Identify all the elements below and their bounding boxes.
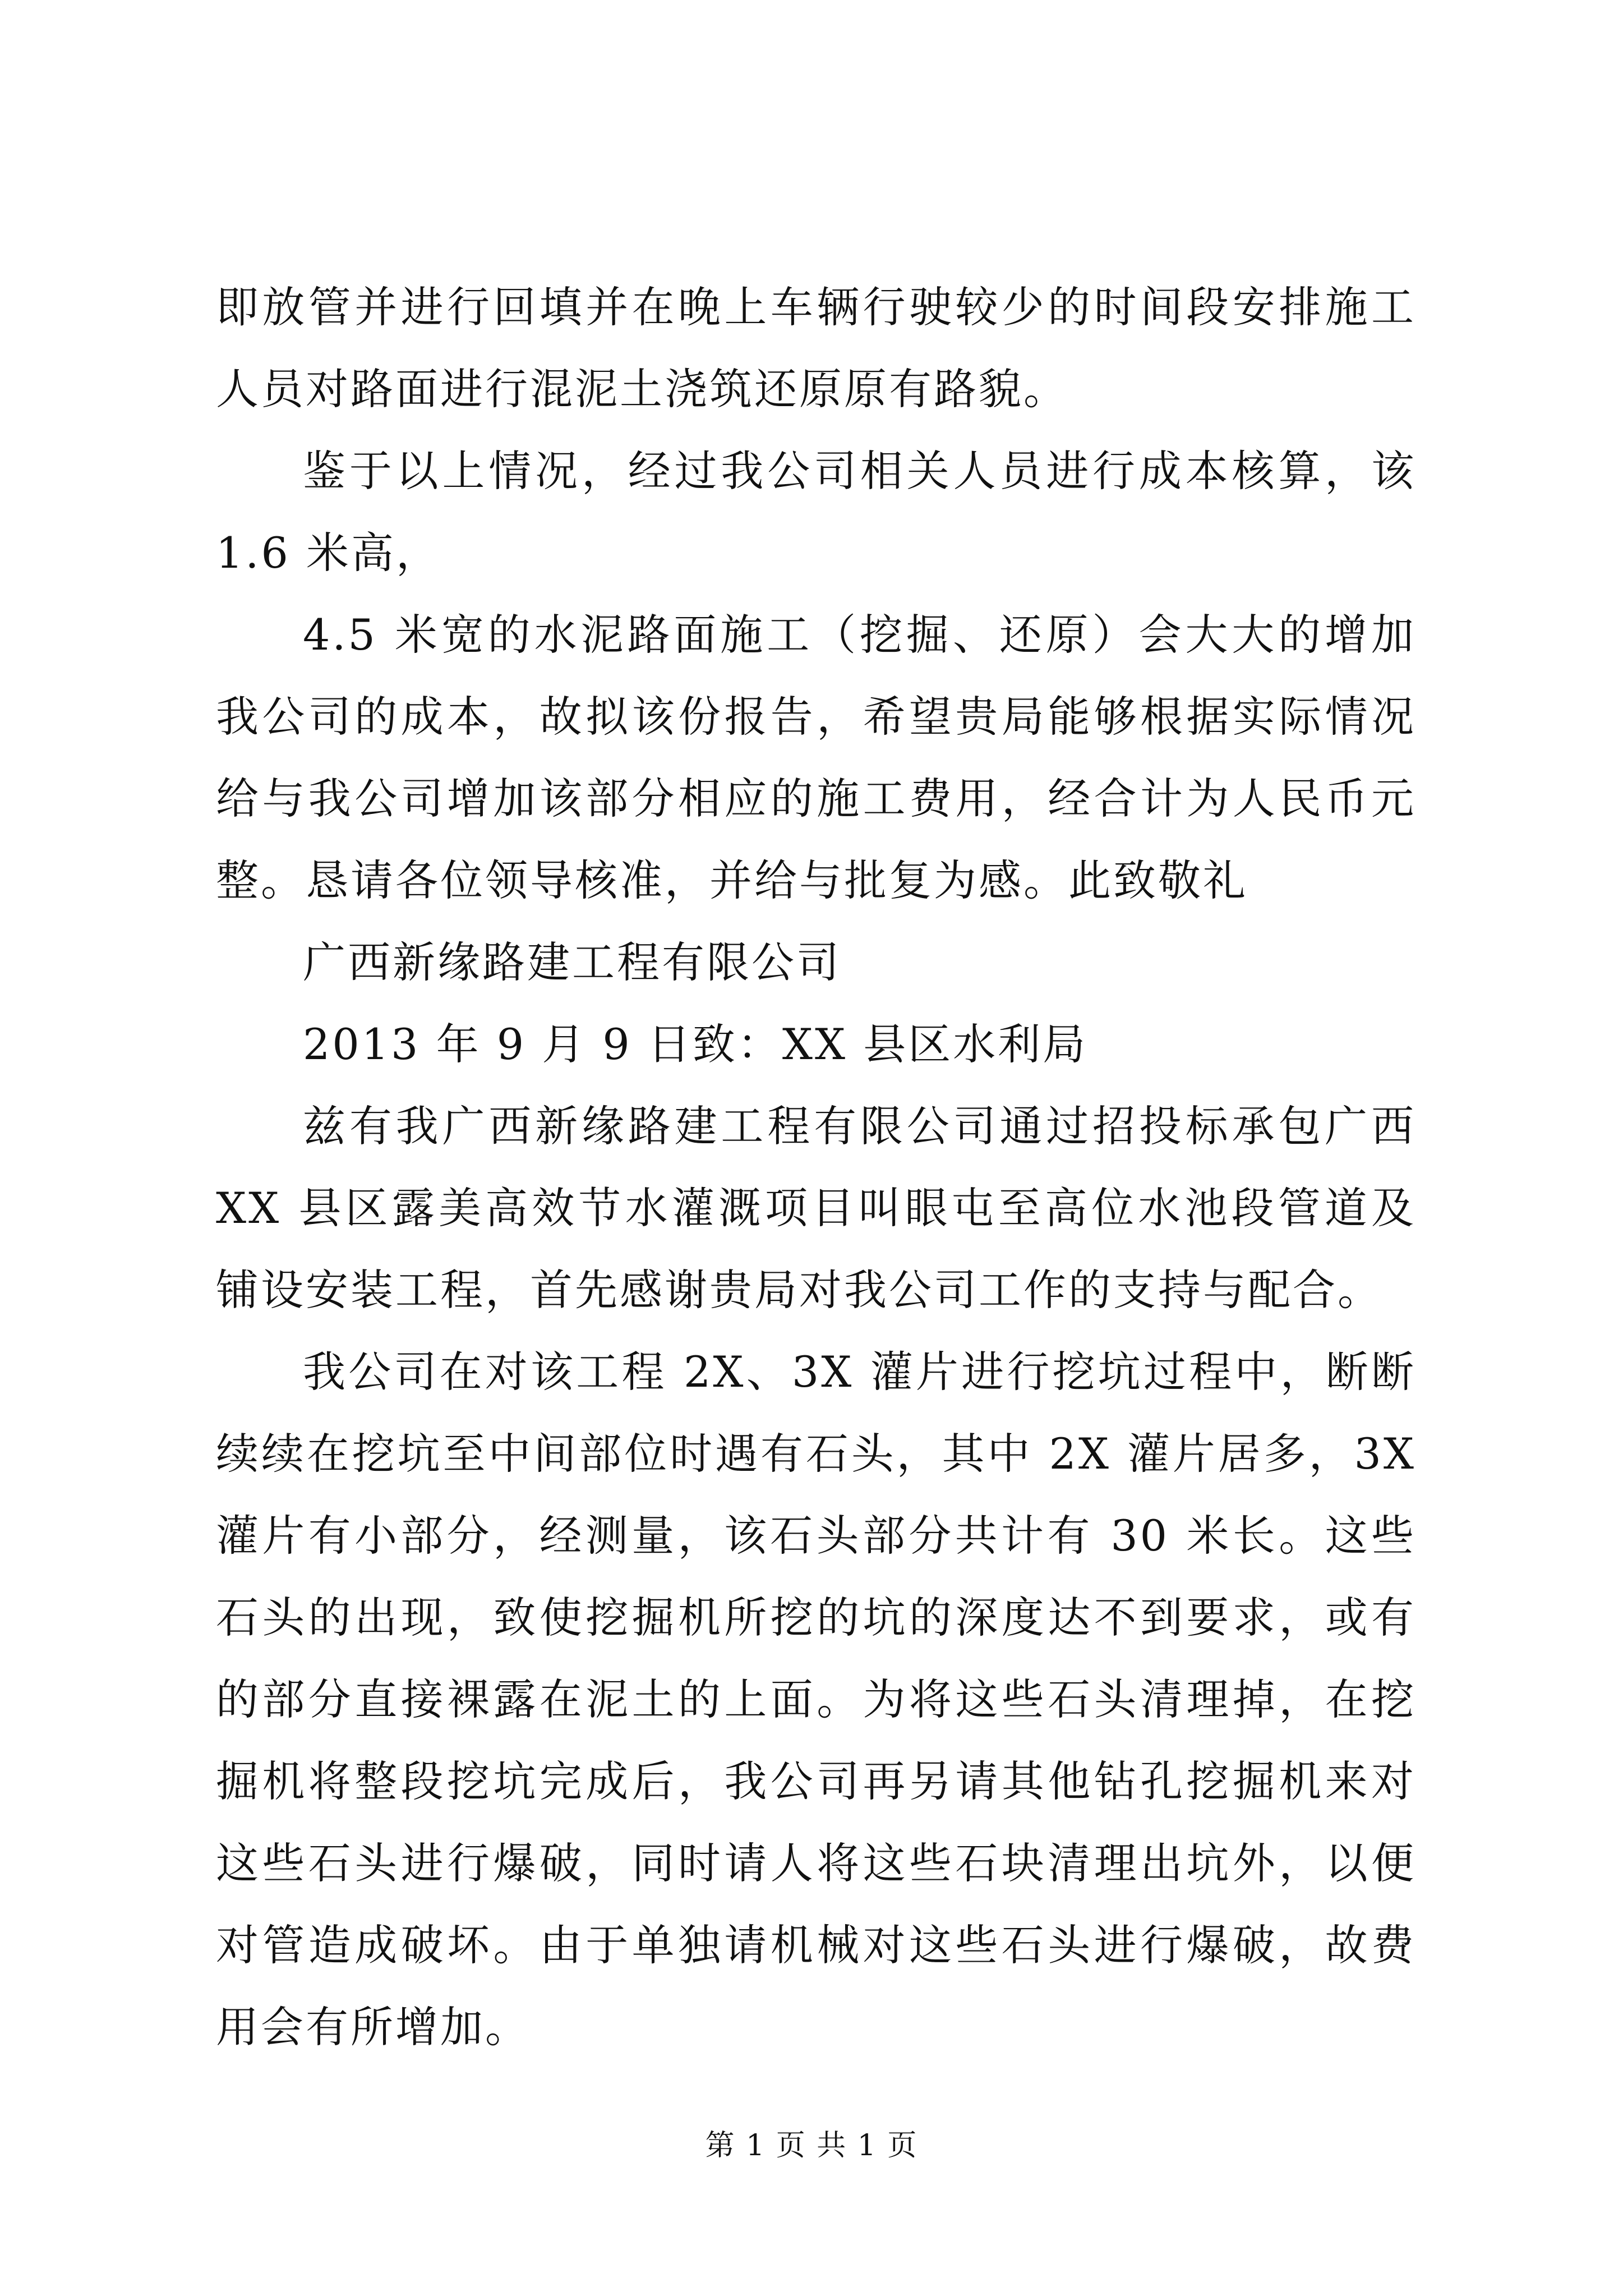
company-name: 广西新缘路建工程有限公司 bbox=[303, 937, 841, 987]
paragraph-1: 即放管并进行回填并在晚上车辆行驶较少的时间段安排施工人员对路面进行混泥土浇筑还原原有路貌。 bbox=[216, 282, 1416, 414]
paragraph-6: 兹有我广西新缘路建工程有限公司通过招投标承包广西 XX 县区露美高效节水灌溉项目叫眼屯至高位水池段管道及铺设安装工程，首先感谢贵局对我公司工作的支持与配合。 bbox=[216, 1101, 1416, 1315]
date-and-recipient: 2013 年 9 月 9 日致：XX 县区水利局 bbox=[303, 1019, 1088, 1069]
paragraph-7: 我公司在对该工程 2X、3X 灌片进行挖坑过程中，断断续续在挖坑至中间部位时遇有石头，其中 2X 灌片居多，3X 灌片有小部分，经测量，该石头部分共计有 30 米长。这些石头的出现，致使挖掘机所挖的坑的深度达不到要求，或有的部分直接裸露在泥土的上面。为将这些石头清理掉，在挖掘机将整段挖坑完成后，我公司再另请其他钻孔挖掘机来对这些石头进行爆破，同时请人将这些石块清理出坑外，以便对管造成破坏。由于单独请机械对这些石头进行爆破，故费用会有所增加。 bbox=[216, 1347, 1416, 2052]
document-body bbox=[216, 266, 1416, 2068]
paragraph-2: 鉴于以上情况，经过我公司相关人员进行成本核算，该 1.6 米高， bbox=[216, 446, 1416, 578]
page-number-footer: 第 1 页 共 1 页 bbox=[705, 2129, 918, 2162]
paragraph-3: 4.5 米宽的水泥路面施工（挖掘、还原）会大大的增加我公司的成本，故拟该份报告，希望贵局能够根据实际情况给与我公司增加该部分相应的施工费用，经合计为人民币元整。恳请各位领导核准，并给与批复为感。此致敬礼 bbox=[216, 610, 1416, 905]
